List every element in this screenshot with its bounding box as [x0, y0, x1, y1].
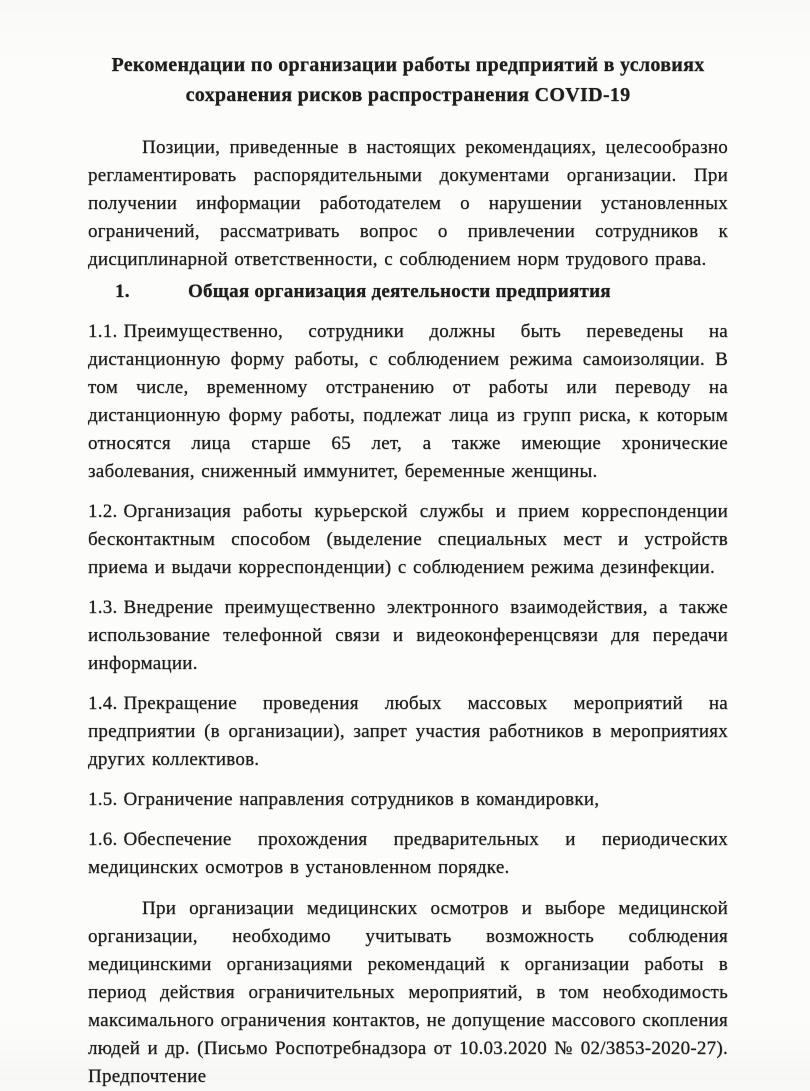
item-1-2-number: 1.2.	[88, 501, 118, 522]
item-1-3	[88, 594, 728, 678]
item-1-5	[88, 786, 728, 814]
intro-paragraph: Позиции, приведенные в настоящих рекомендациях, целесообразно регламентировать распорядительными документами организации. При получении информации работодателем о нарушении установленных ограничений, рассматривать вопрос о привлечении сотрудников к дисциплинарной ответственности, с соблюдением норм трудового права.	[88, 137, 728, 270]
item-1-1-text: Преимущественно, сотрудники должны быть переведены на дистанционную форму работы, с соблюдением режима самоизоляции. В том числе, временному отстранению от работы или переводу на дистанционную форму работы, подлежат лица из групп риска, к которым относятся лица старше 65 лет, а также имеющие хронические заболевания, сниженный иммунитет, беременные женщины.	[88, 321, 728, 482]
item-1-1	[88, 318, 728, 486]
section-heading-text: Общая организация деятельности предприятия	[188, 281, 611, 302]
closing-paragraph: При организации медицинских осмотров и выборе медицинской организации, необходимо учитывать возможность соблюдения медицинскими организациями рекомендаций к организации работы в период действия ограничительных мероприятий, в том необходимость максимального ограничения контактов, не допущение массового скопления людей и др. (Письмо Роспотребнадзора от 10.03.2020 № 02/3853-2020-27). Предпочтение	[88, 898, 728, 1087]
item-1-3-text: Внедрение преимущественно электронного взаимодействия, а также использование телефонной связи и видеоконференцсвязи для передачи информации.	[88, 597, 728, 674]
item-1-2-text: Организация работы курьерской службы и прием корреспонденции бесконтактным способом (выделение специальных мест и устройств приема и выдачи корреспонденции) с соблюдением режима дезинфекции.	[88, 501, 728, 578]
item-1-3-number: 1.3.	[88, 597, 118, 618]
item-1-6-text: Обеспечение прохождения предварительных и периодических медицинских осмотров в установленном порядке.	[88, 829, 728, 878]
item-1-1-number: 1.1.	[88, 321, 118, 342]
item-1-4-number: 1.4.	[88, 693, 118, 714]
item-1-6-number: 1.6.	[88, 829, 118, 850]
section-heading	[88, 278, 728, 306]
item-1-5-text: Ограничение направления сотрудников в командировки,	[123, 789, 600, 810]
document-title: Рекомендации по организации работы предприятий в условиях сохранения рисков распространения COVID-19	[111, 54, 705, 106]
item-1-5-number: 1.5.	[88, 789, 118, 810]
section-number: 1.	[115, 281, 130, 302]
item-1-4-text: Прекращение проведения любых массовых мероприятий на предприятии (в организации), запрет участия работников в мероприятиях других коллективов.	[88, 693, 728, 770]
item-1-2	[88, 498, 728, 582]
item-1-6	[88, 826, 728, 882]
item-1-4	[88, 690, 728, 774]
